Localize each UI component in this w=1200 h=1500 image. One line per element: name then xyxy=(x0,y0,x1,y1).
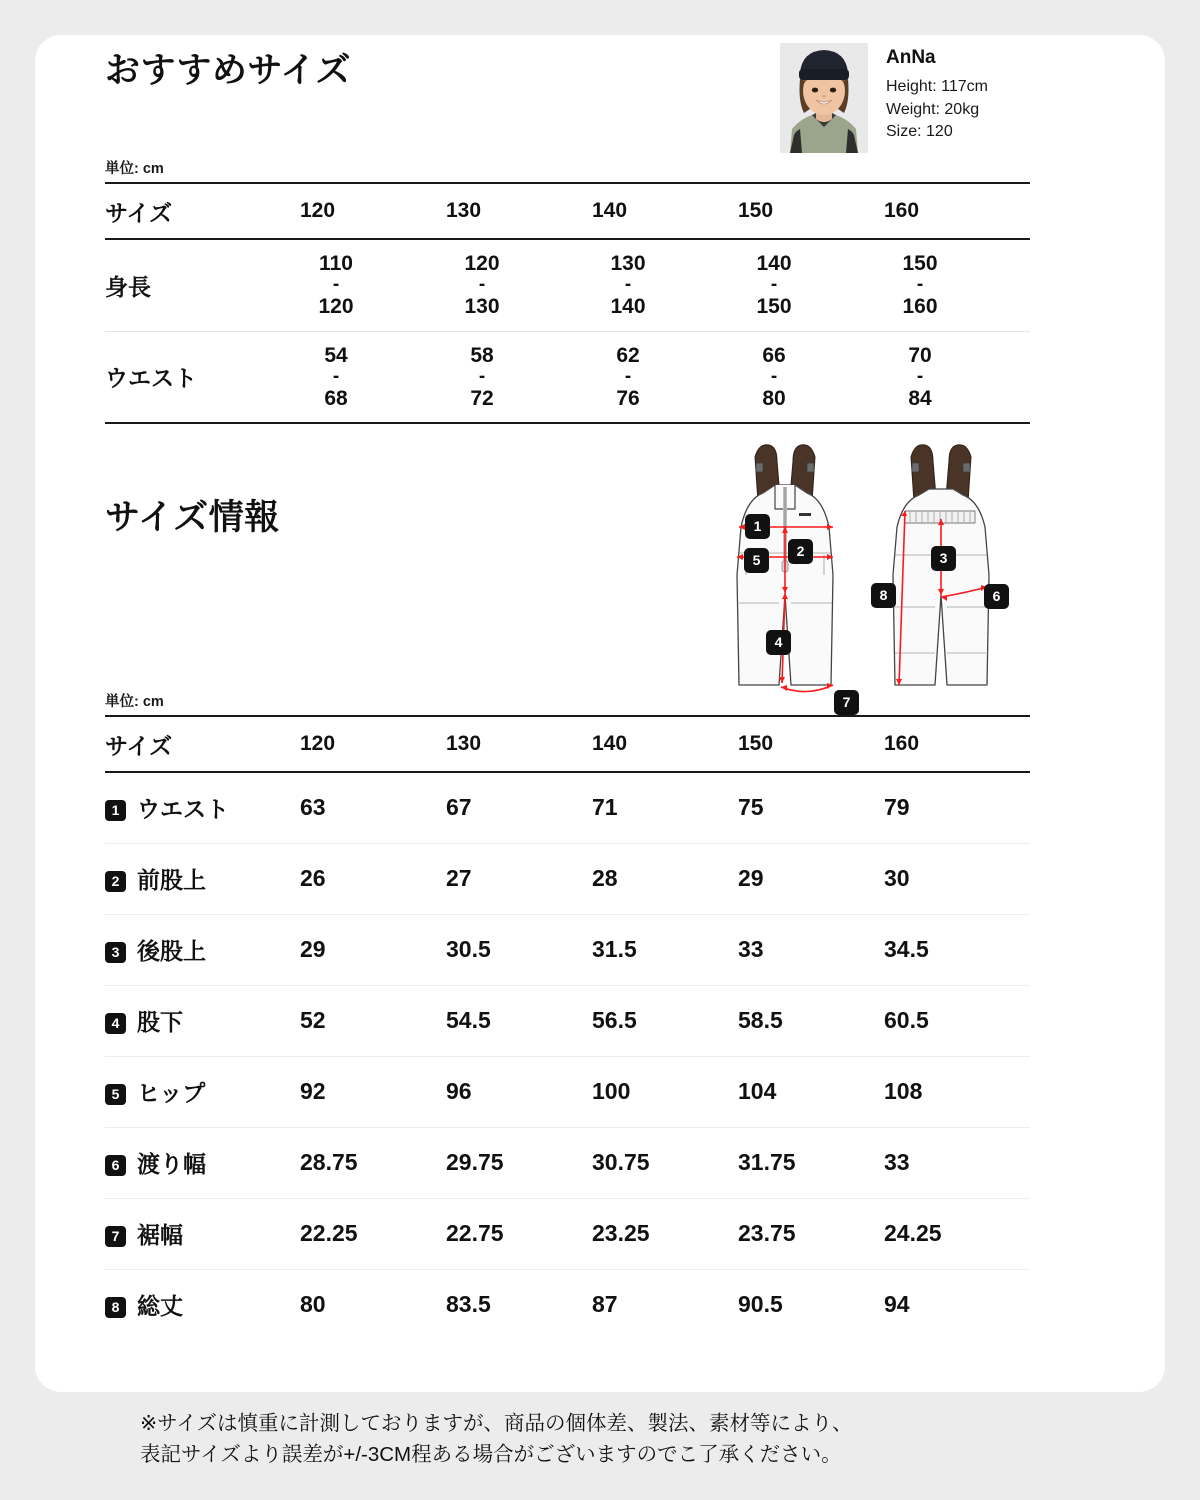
size-col-120: 120 xyxy=(300,199,336,222)
cell-hip-160: 108 xyxy=(884,1078,923,1104)
cell-height-130: 120 - 130 xyxy=(464,252,500,319)
cell-front-rise-150: 29 xyxy=(738,865,764,891)
cell-thigh-width-140: 30.75 xyxy=(592,1149,650,1175)
cell-thigh-width-120: 28.75 xyxy=(300,1149,358,1175)
recommended-size-table xyxy=(105,182,1030,424)
cell-back-rise-140: 31.5 xyxy=(592,936,637,962)
cell-hip-120: 92 xyxy=(300,1078,326,1104)
row-label-total-length: 総丈 xyxy=(137,1293,183,1320)
size-col-130: 130 xyxy=(446,199,482,222)
table-row xyxy=(105,985,1030,1056)
cell-hip-130: 96 xyxy=(446,1078,472,1104)
diagram-callout-5: 5 xyxy=(744,548,769,573)
cell-waist-150: 75 xyxy=(738,794,764,821)
table-row xyxy=(105,1056,1030,1127)
header-label: サイズ xyxy=(105,732,173,759)
cell-waist-160: 70 - 84 xyxy=(908,343,932,410)
table-header-row xyxy=(105,716,1030,772)
diagram-callout-4: 4 xyxy=(766,630,791,655)
model-weight: Weight: 20kg xyxy=(886,100,980,118)
table-row xyxy=(105,772,1030,843)
cell-height-140: 130 - 140 xyxy=(610,252,646,319)
cell-waist-120: 54 - 68 xyxy=(324,343,348,410)
diagram-callout-2: 2 xyxy=(788,539,813,564)
cell-front-rise-130: 27 xyxy=(446,865,472,891)
cell-inseam-160: 60.5 xyxy=(884,1007,929,1033)
row-label-front-rise: 前股上 xyxy=(137,867,206,893)
cell-waist-160: 79 xyxy=(884,794,910,821)
cell-front-rise-140: 28 xyxy=(592,865,618,891)
table-row xyxy=(105,1198,1030,1269)
model-photo xyxy=(780,43,868,153)
size-col-140: 140 xyxy=(592,199,628,222)
disclaimer xyxy=(140,1408,853,1470)
row-badge-5: 5 xyxy=(105,1084,126,1105)
row-label-hip: ヒップ xyxy=(137,1080,206,1106)
table-header-row xyxy=(105,183,1030,239)
cell-total-length-150: 90.5 xyxy=(738,1291,783,1318)
diagram-callout-6: 6 xyxy=(984,584,1009,609)
row-label-height: 身長 xyxy=(105,273,151,300)
size-info-table xyxy=(105,715,1030,1340)
cell-front-rise-120: 26 xyxy=(300,865,326,891)
table-row xyxy=(105,1127,1030,1198)
row-label-thigh-width: 渡り幅 xyxy=(137,1151,206,1177)
diagram-callout-8: 8 xyxy=(871,583,896,608)
unit-label-size-info: 単位: cm xyxy=(105,694,164,710)
row-badge-7: 7 xyxy=(105,1226,126,1247)
unit-label-recommended: 単位: cm xyxy=(105,161,164,177)
cell-total-length-140: 87 xyxy=(592,1291,618,1318)
header-label: サイズ xyxy=(105,199,173,226)
row-badge-8: 8 xyxy=(105,1297,126,1318)
size-col-120: 120 xyxy=(300,732,336,755)
cell-waist-130: 67 xyxy=(446,794,472,821)
model-size: Size: 120 xyxy=(886,123,953,141)
model-name: AnNa xyxy=(886,47,936,68)
cell-hem-width-160: 24.25 xyxy=(884,1220,942,1246)
cell-hem-width-150: 23.75 xyxy=(738,1220,796,1246)
size-col-150: 150 xyxy=(738,199,774,222)
diagram-callout-7: 7 xyxy=(834,690,859,715)
disclaimer-line-2: 表記サイズより誤差が+/-3CM程ある場合がございますのでこ了承ください。 xyxy=(140,1443,842,1467)
garment-diagram xyxy=(715,435,1035,720)
page-title: おすすめサイズ xyxy=(105,51,352,90)
row-badge-4: 4 xyxy=(105,1013,126,1034)
diagram-callout-1: 1 xyxy=(745,514,770,539)
diagram-callout-3: 3 xyxy=(931,546,956,571)
row-label-back-rise: 後股上 xyxy=(137,938,206,964)
cell-inseam-150: 58.5 xyxy=(738,1007,783,1033)
table-row xyxy=(105,239,1030,331)
cell-back-rise-130: 30.5 xyxy=(446,936,491,962)
size-col-140: 140 xyxy=(592,732,628,755)
model-height: Height: 117cm xyxy=(886,78,988,95)
cell-height-150: 140 - 150 xyxy=(756,252,792,319)
cell-back-rise-160: 34.5 xyxy=(884,936,929,962)
table-row xyxy=(105,914,1030,985)
cell-front-rise-160: 30 xyxy=(884,865,910,891)
cell-total-length-160: 94 xyxy=(884,1291,910,1318)
size-col-160: 160 xyxy=(884,199,920,222)
table-row xyxy=(105,1269,1030,1340)
size-col-130: 130 xyxy=(446,732,482,755)
cell-inseam-140: 56.5 xyxy=(592,1007,637,1033)
row-badge-1: 1 xyxy=(105,800,126,821)
row-badge-6: 6 xyxy=(105,1155,126,1176)
row-label-waist: ウエスト xyxy=(137,796,229,823)
cell-inseam-120: 52 xyxy=(300,1007,326,1033)
cell-inseam-130: 54.5 xyxy=(446,1007,491,1033)
cell-waist-120: 63 xyxy=(300,794,326,821)
row-badge-3: 3 xyxy=(105,942,126,963)
row-label-inseam: 股下 xyxy=(137,1009,183,1035)
row-badge-2: 2 xyxy=(105,871,126,892)
disclaimer-line-1: ※サイズは慎重に計測しておりますが、商品の個体差、製法、素材等により、 xyxy=(140,1412,853,1435)
cell-thigh-width-160: 33 xyxy=(884,1149,910,1175)
cell-waist-130: 58 - 72 xyxy=(470,343,494,410)
cell-waist-140: 71 xyxy=(592,794,618,821)
cell-waist-140: 62 - 76 xyxy=(616,343,640,410)
section-title-size-info: サイズ情報 xyxy=(105,498,280,537)
cell-back-rise-120: 29 xyxy=(300,936,326,962)
row-label-waist: ウエスト xyxy=(105,365,197,392)
cell-hem-width-140: 23.25 xyxy=(592,1220,650,1246)
cell-height-120: 110 - 120 xyxy=(318,252,354,319)
cell-hip-140: 100 xyxy=(592,1078,631,1104)
cell-hem-width-120: 22.25 xyxy=(300,1220,358,1246)
cell-total-length-130: 83.5 xyxy=(446,1291,491,1318)
size-col-150: 150 xyxy=(738,732,774,755)
table-row xyxy=(105,331,1030,423)
cell-hem-width-130: 22.75 xyxy=(446,1220,504,1246)
cell-thigh-width-130: 29.75 xyxy=(446,1149,504,1175)
cell-thigh-width-150: 31.75 xyxy=(738,1149,796,1175)
model-info xyxy=(886,43,988,144)
table-row xyxy=(105,843,1030,914)
size-col-160: 160 xyxy=(884,732,920,755)
cell-back-rise-150: 33 xyxy=(738,936,764,962)
cell-waist-150: 66 - 80 xyxy=(762,343,786,410)
model-profile xyxy=(780,43,988,153)
cell-height-160: 150 - 160 xyxy=(902,252,938,319)
row-label-hem-width: 裾幅 xyxy=(137,1222,183,1248)
cell-total-length-120: 80 xyxy=(300,1291,326,1318)
cell-hip-150: 104 xyxy=(738,1078,777,1104)
